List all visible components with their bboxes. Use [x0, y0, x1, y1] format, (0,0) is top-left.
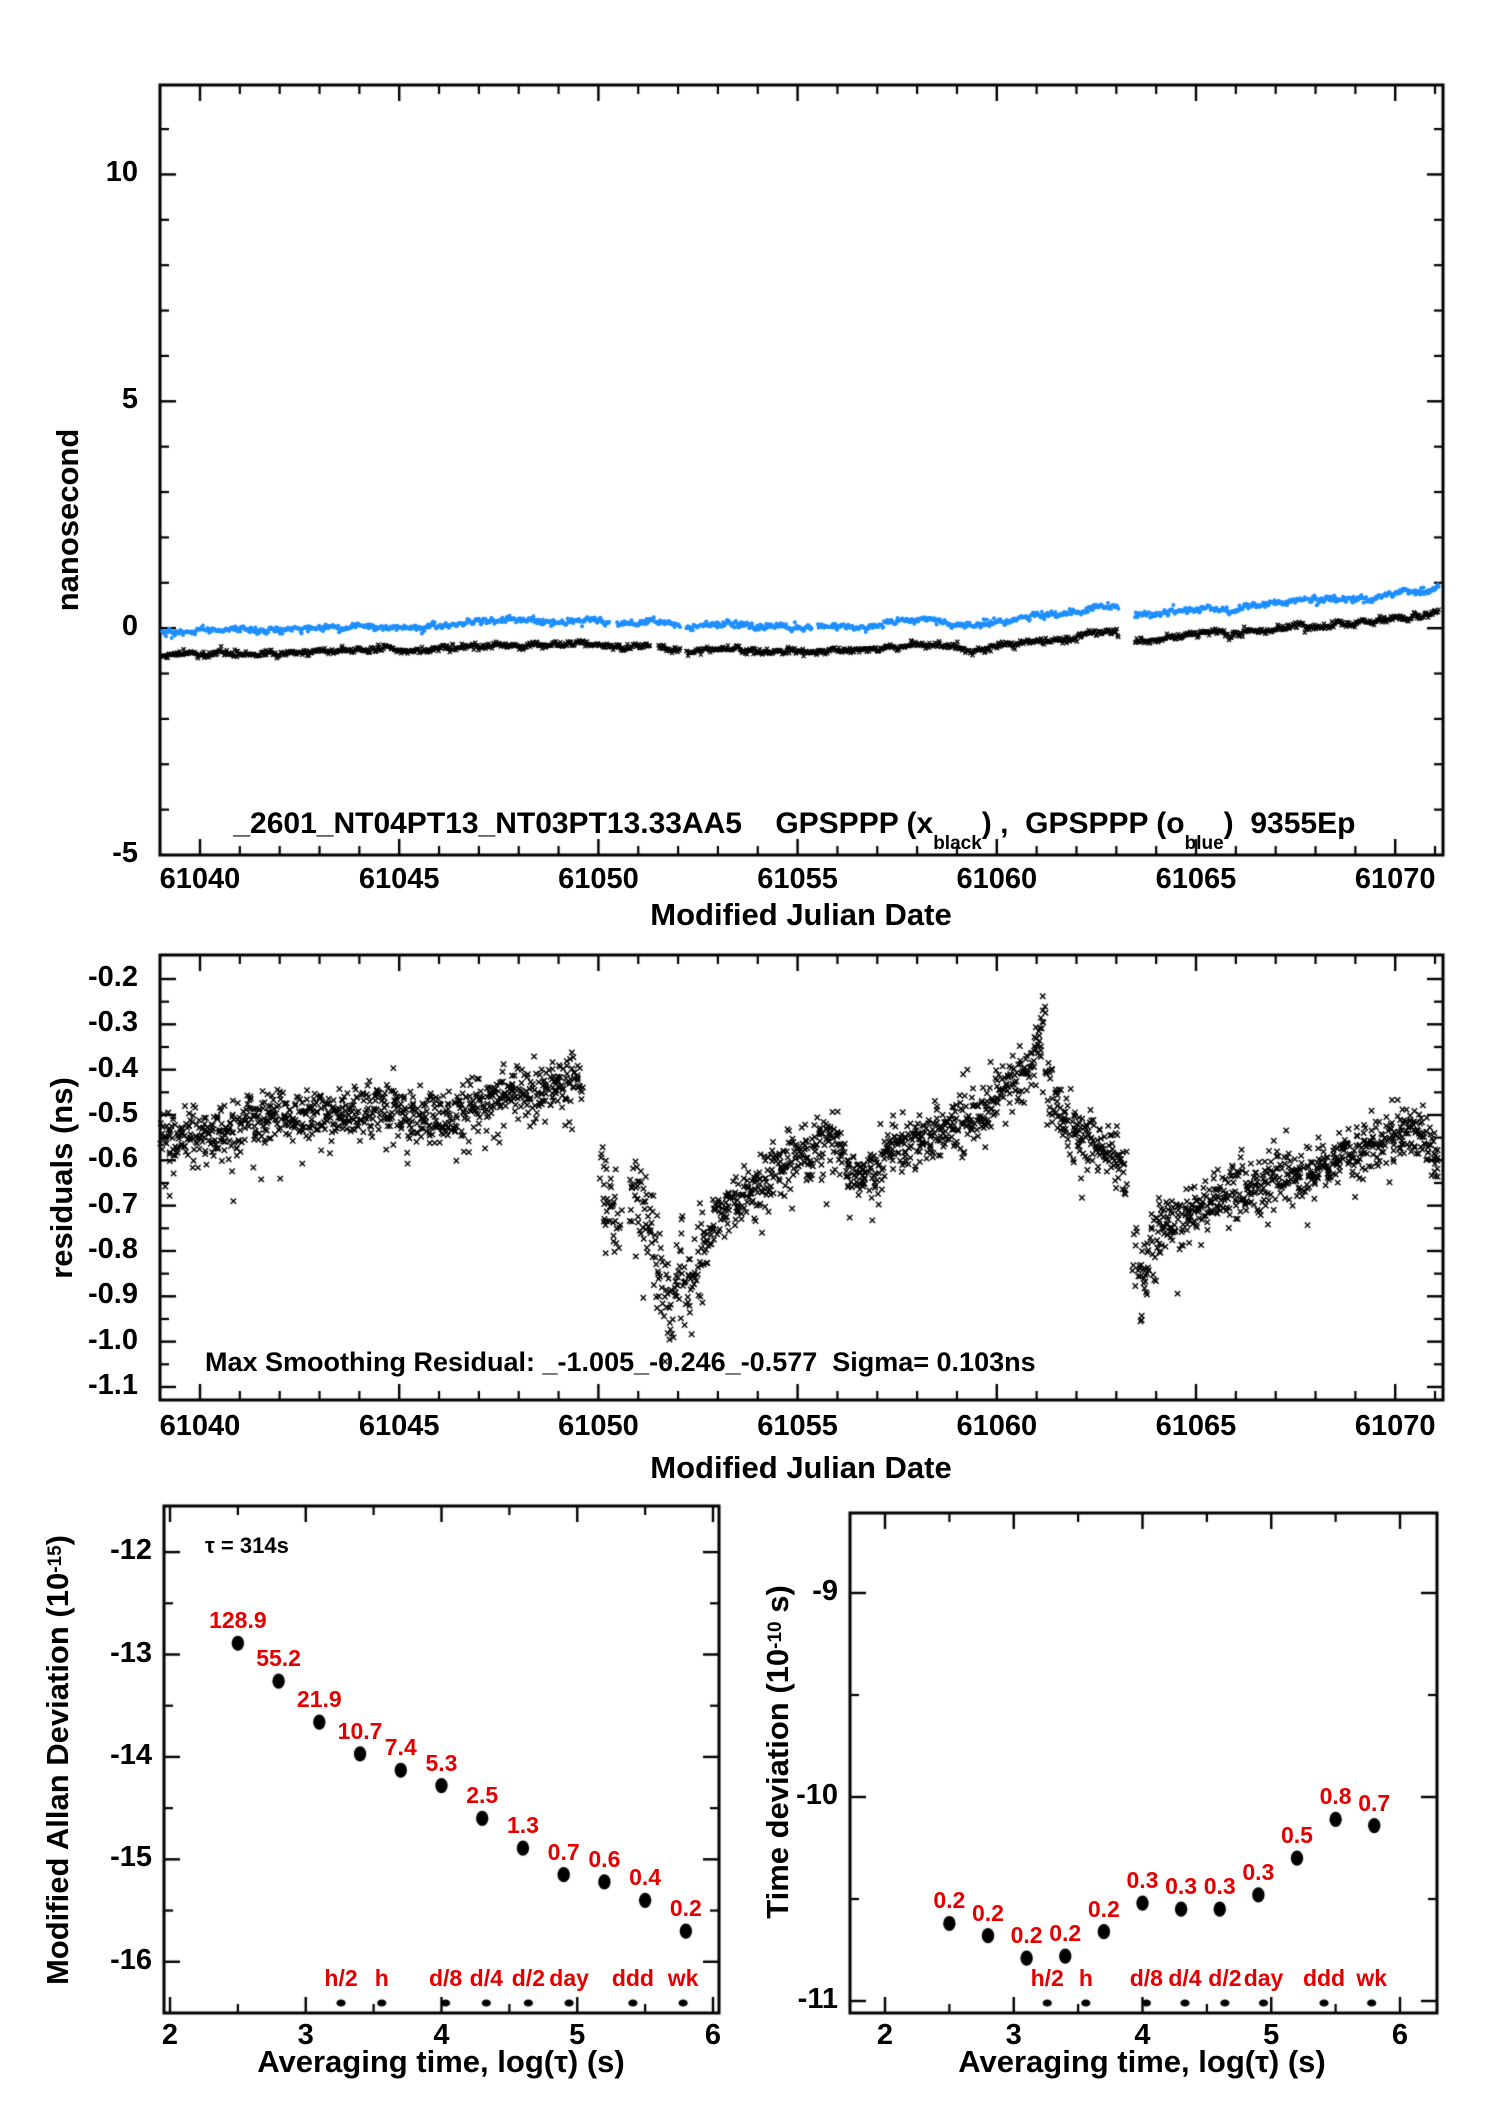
middle-y-tick-label: -0.2 [88, 961, 138, 993]
middle-y-tick-label: -1.1 [88, 1368, 138, 1401]
mdev-y-tick-label: -15 [110, 1841, 152, 1874]
tdev-point-label: 0.2 [1049, 1920, 1082, 1947]
tdev-y-tick-label: -10 [796, 1779, 838, 1811]
mdev-x-tick-label: 4 [433, 2019, 450, 2051]
tdev-x-tick-label: 3 [1005, 2019, 1022, 2051]
tdev-point-label: 0.2 [1087, 1895, 1120, 1922]
tdev-y-axis-title [758, 1452, 798, 2052]
tdev-time-marker-label: d/2 [1208, 1965, 1242, 1991]
tdev-time-marker-label: h [1078, 1965, 1093, 1991]
mdev-x-axis-title: Averaging time, log(τ) (s) [257, 2044, 625, 2079]
residual-note: Max Smoothing Residual: _-1.005_-0.246_-0.577 Sigma= 0.103ns [205, 1347, 1036, 1377]
mdev-y-tick-label: -14 [110, 1738, 152, 1771]
mdev-point-label: 0.7 [547, 1838, 580, 1865]
mdev-time-marker-label: d/8 [428, 1965, 463, 1991]
tdev-time-marker-label: d/8 [1129, 1965, 1163, 1991]
tdev-point-label: 0.7 [1358, 1789, 1391, 1816]
top-panel-title [200, 776, 1355, 876]
tdev-point-label: 0.5 [1281, 1822, 1313, 1849]
mdev-point-label: 1.3 [506, 1812, 539, 1839]
tdev-x-tick-label: 4 [1134, 2019, 1151, 2051]
top-title-spacer [742, 807, 775, 840]
tau-annotation: τ = 314s [205, 1533, 289, 1558]
tdev-point-label: 0.3 [1242, 1858, 1275, 1885]
mdev-time-marker-label: d/2 [511, 1965, 545, 1991]
legend-mid: ) , GPSPPP (o [981, 806, 1185, 840]
middle-x-tick-label: 61050 [558, 1410, 639, 1442]
mdev-x-tick-label: 5 [569, 2019, 586, 2051]
middle-x-axis-title: Modified Julian Date [650, 1450, 952, 1485]
mdev-point-label: 128.9 [209, 1607, 267, 1634]
tdev-x-tick-label: 2 [876, 2019, 894, 2051]
middle-y-tick-label: -0.5 [88, 1096, 138, 1129]
top-x-tick-label: 61070 [1354, 863, 1436, 895]
tdev-point-label: 0.2 [933, 1887, 966, 1914]
mdev-y-tick-label: -16 [110, 1943, 152, 1976]
top-title-id: _2601_NT04PT13_NT03PT13.33AA5 [233, 806, 742, 840]
tdev-point-label: 0.2 [972, 1899, 1004, 1926]
middle-y-tick-label: -0.7 [88, 1187, 138, 1220]
top-y-tick-label: 0 [121, 610, 138, 643]
tdev-x-axis-title: Averaging time, log(τ) (s) [958, 2044, 1326, 2079]
mdev-time-marker-label: day [549, 1965, 589, 1991]
tdev-time-marker-label: day [1243, 1965, 1284, 1991]
mdev-point-label: 10.7 [337, 1717, 383, 1744]
tdev-time-marker-label: ddd [1302, 1965, 1346, 1991]
tdev-point-label: 0.3 [1203, 1873, 1236, 1900]
tdev-y-title-sup: -10 [765, 1621, 787, 1649]
tdev-time-marker-label: h/2 [1030, 1965, 1064, 1991]
mdev-x-tick-label: 3 [297, 2019, 314, 2051]
mdev-x-tick-label: 2 [161, 2019, 179, 2051]
mdev-y-title-post: ) [39, 1534, 75, 1546]
tdev-point-label: 0.2 [1010, 1922, 1043, 1949]
mdev-point-label: 0.4 [629, 1864, 662, 1891]
middle-y-tick-label: -1.0 [88, 1323, 138, 1356]
top-x-axis-title: Modified Julian Date [650, 897, 952, 932]
top-y-tick-label: 5 [121, 383, 138, 416]
tdev-point-label: 0.3 [1165, 1873, 1198, 1900]
middle-y-tick-label: -0.4 [88, 1051, 138, 1084]
middle-y-axis-title-text: residuals (ns) [43, 1077, 79, 1279]
mdev-point-label: 21.9 [296, 1686, 342, 1713]
middle-x-tick-label: 61070 [1354, 1410, 1436, 1442]
middle-y-tick-label: -0.9 [88, 1278, 138, 1311]
mdev-x-tick-label: 6 [704, 2019, 722, 2051]
mdev-y-title-sup: -15 [45, 1545, 67, 1573]
legend-x-series: GPSPPP (x [775, 806, 934, 840]
middle-y-tick-label: -0.3 [88, 1006, 138, 1039]
mdev-time-marker-label: h [374, 1965, 389, 1991]
tdev-y-tick-label: -9 [812, 1575, 838, 1607]
mdev-time-marker-label: h/2 [324, 1965, 358, 1991]
tdev-time-marker-label: wk [1356, 1965, 1388, 1991]
middle-x-tick-label: 61045 [358, 1410, 440, 1442]
middle-x-tick-label: 61060 [956, 1410, 1038, 1442]
top-x-tick-label: 61055 [757, 863, 838, 895]
tdev-point-label: 0.8 [1319, 1783, 1352, 1810]
mdev-point-label: 7.4 [384, 1734, 417, 1761]
tdev-point-label: 0.3 [1126, 1867, 1159, 1894]
mdev-time-marker-label: d/4 [469, 1965, 503, 1991]
middle-x-tick-label: 61040 [159, 1410, 241, 1442]
top-y-tick-label: 10 [105, 156, 138, 189]
tdev-y-title-pre: Time deviation (10 [759, 1648, 795, 1919]
mdev-point-label: 2.5 [466, 1782, 499, 1809]
top-y-axis-title-text: nanosecond [49, 428, 85, 612]
legend-sub-blue: blue [1184, 832, 1224, 854]
legend-sub-black: black [933, 832, 982, 854]
mdev-time-marker-label: ddd [611, 1965, 654, 1991]
mdev-point-label: 0.2 [669, 1895, 702, 1922]
tdev-y-tick-label: -11 [797, 1983, 838, 2015]
top-y-axis-title [48, 220, 88, 820]
tdev-time-marker-label: d/4 [1168, 1965, 1202, 1991]
middle-x-tick-label: 61055 [757, 1410, 838, 1442]
mdev-y-tick-label: -12 [110, 1534, 152, 1567]
top-x-tick-label: 61060 [956, 863, 1038, 895]
top-y-tick-label: -5 [112, 837, 138, 869]
top-x-tick-label: 61050 [558, 863, 639, 895]
mdev-time-marker-label: wk [667, 1965, 699, 1991]
tdev-y-title-post: s) [759, 1585, 795, 1622]
mdev-y-tick-label: -13 [110, 1636, 152, 1669]
top-x-tick-label: 61040 [159, 863, 241, 895]
legend-post: ) 9355Ep [1223, 806, 1356, 840]
middle-x-tick-label: 61065 [1155, 1410, 1237, 1442]
mdev-point-label: 55.2 [256, 1645, 301, 1672]
middle-y-tick-label: -0.6 [88, 1142, 138, 1175]
tdev-x-tick-label: 6 [1391, 2019, 1409, 2051]
middle-y-tick-label: -0.8 [88, 1232, 138, 1265]
mdev-point-label: 0.6 [588, 1845, 621, 1872]
mdev-y-title-pre: Modified Allan Deviation (10 [39, 1572, 75, 1986]
top-x-tick-label: 61065 [1155, 863, 1237, 895]
top-x-tick-label: 61045 [358, 863, 440, 895]
tdev-x-tick-label: 5 [1263, 2019, 1280, 2051]
mdev-point-label: 5.3 [425, 1749, 458, 1776]
